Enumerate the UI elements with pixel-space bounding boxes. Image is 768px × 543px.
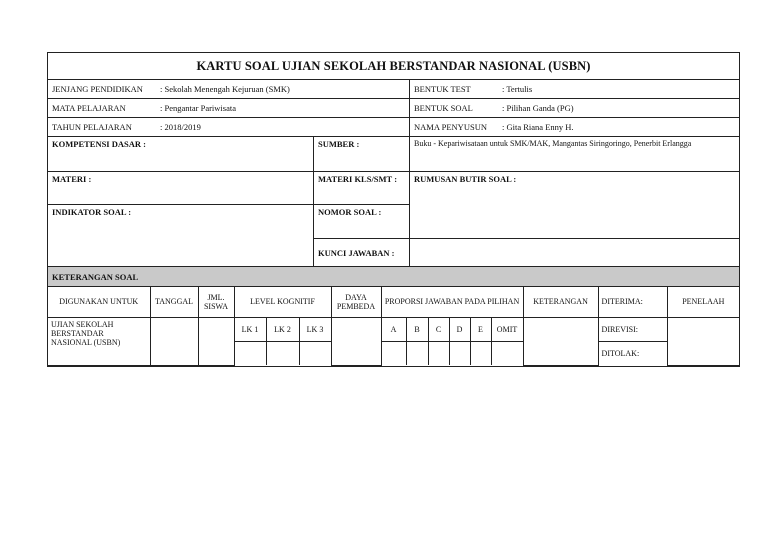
cell-b-value bbox=[406, 341, 428, 365]
materi-kls-label: MATERI KLS/SMT : bbox=[314, 172, 410, 205]
info-jenjang bbox=[48, 80, 410, 99]
cell-a: A bbox=[381, 317, 406, 341]
info-label: BENTUK TEST bbox=[414, 84, 471, 94]
th-penelaah: PENELAAH bbox=[667, 287, 739, 317]
cell-daya bbox=[331, 317, 381, 365]
cell-e-value bbox=[470, 341, 491, 365]
cell-lk2: LK 2 bbox=[266, 317, 299, 341]
th-proporsi: PROPORSI JAWABAN PADA PILIHAN bbox=[381, 287, 523, 317]
cell-b: B bbox=[406, 317, 428, 341]
kunci-label: KUNCI JAWABAN : bbox=[314, 239, 410, 267]
info-grid bbox=[48, 80, 739, 137]
cell-lk3-value bbox=[299, 341, 331, 365]
info-bentuk-soal bbox=[410, 99, 739, 118]
info-label: NAMA PENYUSUN bbox=[414, 122, 487, 132]
cell-direvisi: DIREVISI: bbox=[598, 317, 667, 341]
info-penyusun bbox=[410, 118, 739, 137]
cell-lk1-value bbox=[234, 341, 266, 365]
info-label: BENTUK SOAL bbox=[414, 103, 473, 113]
info-mapel bbox=[48, 99, 410, 118]
cell-e: E bbox=[470, 317, 491, 341]
cell-jml bbox=[198, 317, 234, 365]
cell-ditolak: DITOLAK: bbox=[598, 341, 667, 365]
keterangan-soal-header: KETERANGAN SOAL bbox=[48, 267, 739, 287]
info-value: : Tertulis bbox=[502, 84, 533, 94]
th-diterima: DITERIMA: bbox=[598, 287, 667, 317]
page-title: KARTU SOAL UJIAN SEKOLAH BERSTANDAR NASIONAL (USBN) bbox=[48, 53, 739, 80]
th-daya: DAYA PEMBEDA bbox=[331, 287, 381, 317]
cell-omit: OMIT bbox=[491, 317, 523, 341]
cell-d-value bbox=[449, 341, 470, 365]
cell-c: C bbox=[428, 317, 449, 341]
info-bentuk-test bbox=[410, 80, 739, 99]
cell-ujian: UJIAN SEKOLAH BERSTANDAR NASIONAL (USBN) bbox=[48, 317, 150, 365]
info-value: : Sekolah Menengah Kejuruan (SMK) bbox=[160, 84, 290, 94]
cell-lk1: LK 1 bbox=[234, 317, 266, 341]
info-value: : Pengantar Pariwisata bbox=[160, 103, 237, 113]
th-level: LEVEL KOGNITIF bbox=[234, 287, 331, 317]
cell-d: D bbox=[449, 317, 470, 341]
cell-keterangan bbox=[523, 317, 598, 365]
sumber-value: Buku - Kepariwisataan untuk SMK/MAK, Mangantas Siringoringo, Penerbit Erlangga bbox=[410, 137, 739, 172]
cell-a-value bbox=[381, 341, 406, 365]
cell-lk3: LK 3 bbox=[299, 317, 331, 341]
detail-grid bbox=[48, 137, 739, 267]
indikator-label: INDIKATOR SOAL : bbox=[48, 205, 314, 267]
nomor-soal-label: NOMOR SOAL : bbox=[314, 205, 410, 239]
kartu-soal bbox=[47, 52, 740, 367]
cell-c-value bbox=[428, 341, 449, 365]
info-value: : 2018/2019 bbox=[160, 122, 201, 132]
th-jml-siswa: JML. SISWA bbox=[198, 287, 234, 317]
cell-lk2-value bbox=[266, 341, 299, 365]
th-keterangan: KETERANGAN bbox=[523, 287, 598, 317]
info-label: JENJANG PENDIDIKAN bbox=[52, 84, 143, 94]
info-label: TAHUN PELAJARAN bbox=[52, 122, 132, 132]
cell-tanggal bbox=[150, 317, 198, 365]
cell-omit-value bbox=[491, 341, 523, 365]
kunci-value bbox=[410, 239, 739, 267]
info-label: MATA PELAJARAN bbox=[52, 103, 126, 113]
rumusan-label: RUMUSAN BUTIR SOAL : bbox=[410, 172, 739, 239]
materi-label: MATERI : bbox=[48, 172, 314, 205]
th-tanggal: TANGGAL bbox=[150, 287, 198, 317]
cell-penelaah bbox=[667, 317, 739, 365]
info-value: : Pilihan Ganda (PG) bbox=[502, 103, 574, 113]
info-value: : Gita Riana Enny H. bbox=[502, 122, 574, 132]
sumber-label: SUMBER : bbox=[314, 137, 410, 172]
info-tahun bbox=[48, 118, 410, 137]
th-digunakan: DIGUNAKAN UNTUK bbox=[48, 287, 150, 317]
keterangan-table bbox=[48, 287, 739, 366]
kompetensi-dasar: KOMPETENSI DASAR : bbox=[48, 137, 314, 172]
